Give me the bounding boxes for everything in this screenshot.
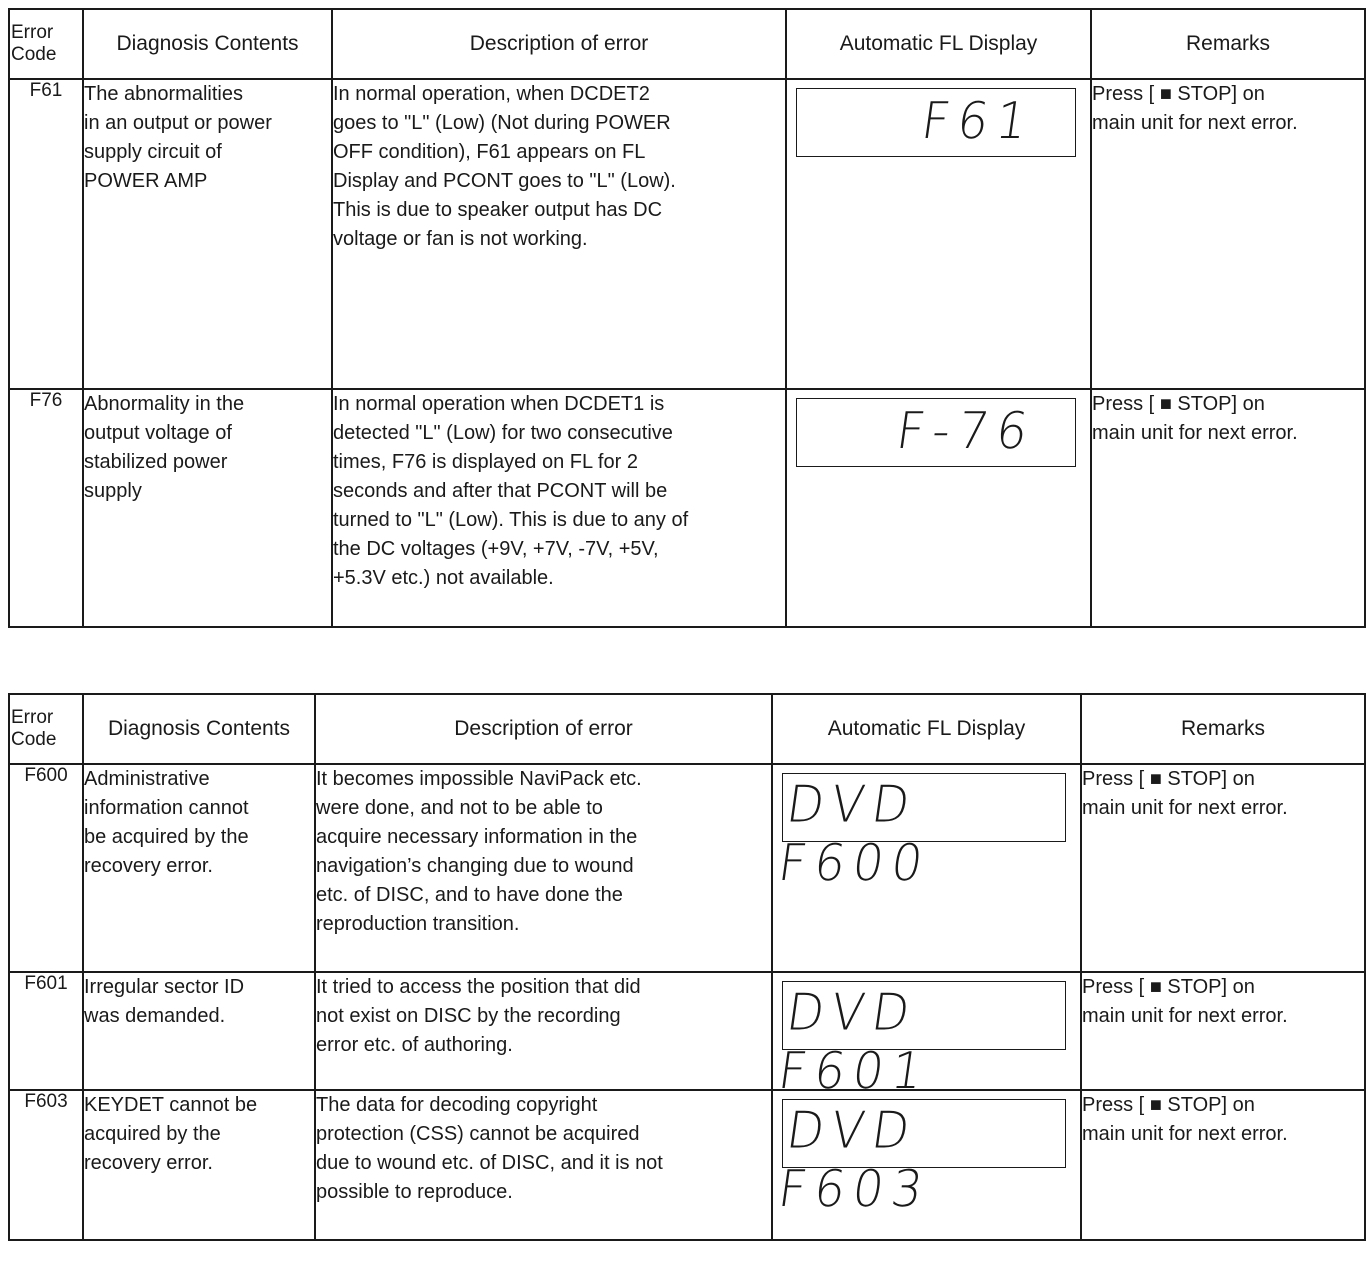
error-code: F600	[9, 764, 83, 972]
error-code: F603	[9, 1090, 83, 1240]
fl-display-text: DVD F603	[774, 1101, 935, 1219]
diagnosis-contents: Irregular sector ID was demanded.	[83, 972, 315, 1090]
fl-display-cell	[786, 389, 1091, 627]
remarks: Press [ ■ STOP] on main unit for next error.	[1081, 972, 1365, 1090]
fl-display-text: F61	[918, 91, 1040, 151]
table-header-row	[9, 9, 1365, 79]
table-row	[9, 764, 1365, 972]
table-row	[9, 389, 1365, 627]
error-code: F61	[9, 79, 83, 389]
error-description: In normal operation, when DCDET2 goes to "L" (Low) (Not during POWER OFF condition), F61 appears on FL Display and PCONT goes to "L" (Low). This is due to speaker output has DC voltage or fan is not working.	[332, 79, 786, 389]
remarks: Press [ ■ STOP] on main unit for next error.	[1091, 389, 1365, 627]
remarks: Press [ ■ STOP] on main unit for next error.	[1081, 1090, 1365, 1240]
remarks: Press [ ■ STOP] on main unit for next error.	[1091, 79, 1365, 389]
table-header-row	[9, 694, 1365, 764]
diagnosis-contents: The abnormalities in an output or power supply circuit of POWER AMP	[83, 79, 332, 389]
fl-display-text: DVD F600	[774, 775, 935, 893]
error-description: The data for decoding copyright protection (CSS) cannot be acquired due to wound etc. of DISC, and it is not possible to reproduce.	[315, 1090, 772, 1240]
table-row	[9, 972, 1365, 1090]
header-diagnosis: Diagnosis Contents	[83, 9, 332, 79]
fl-display-text: F-76	[892, 401, 1040, 461]
header-fl-display: Automatic FL Display	[786, 9, 1091, 79]
header-fl-display: Automatic FL Display	[772, 694, 1081, 764]
table-row	[9, 79, 1365, 389]
diagnosis-contents: KEYDET cannot be acquired by the recovery error.	[83, 1090, 315, 1240]
error-description: It tried to access the position that did not exist on DISC by the recording error etc. of authoring.	[315, 972, 772, 1090]
header-remarks: Remarks	[1091, 9, 1365, 79]
header-diagnosis: Diagnosis Contents	[83, 694, 315, 764]
header-remarks: Remarks	[1081, 694, 1365, 764]
fl-display	[796, 398, 1076, 467]
error-table-2	[8, 693, 1366, 1241]
table-row	[9, 1090, 1365, 1240]
fl-display-cell	[772, 764, 1081, 972]
header-error-code: Error Code	[9, 694, 83, 764]
fl-display	[796, 88, 1076, 157]
fl-display	[774, 1099, 1066, 1219]
diagnosis-contents: Administrative information cannot be acquired by the recovery error.	[83, 764, 315, 972]
error-code: F76	[9, 389, 83, 627]
error-description: In normal operation when DCDET1 is detected "L" (Low) for two consecutive times, F76 is displayed on FL for 2 seconds and after that PCONT will be turned to "L" (Low). This is due to any of the DC voltages (+9V, +7V, -7V, +5V, +5.3V etc.) not available.	[332, 389, 786, 627]
header-error-code: Error Code	[9, 9, 83, 79]
header-description: Description of error	[332, 9, 786, 79]
fl-display	[774, 981, 1066, 1101]
fl-display-cell	[786, 79, 1091, 389]
fl-display-cell	[772, 1090, 1081, 1240]
fl-display-cell	[772, 972, 1081, 1101]
fl-display	[774, 773, 1066, 893]
error-table-1	[8, 8, 1366, 628]
error-description: It becomes impossible NaviPack etc. were done, and not to be able to acquire necessary information in the navigation’s changing due to wound etc. of DISC, and to have done the reproduction transition.	[315, 764, 772, 972]
header-description: Description of error	[315, 694, 772, 764]
error-code: F601	[9, 972, 83, 1090]
remarks: Press [ ■ STOP] on main unit for next error.	[1081, 764, 1365, 972]
diagnosis-contents: Abnormality in the output voltage of stabilized power supply	[83, 389, 332, 627]
fl-display-text: DVD F601	[774, 983, 935, 1101]
